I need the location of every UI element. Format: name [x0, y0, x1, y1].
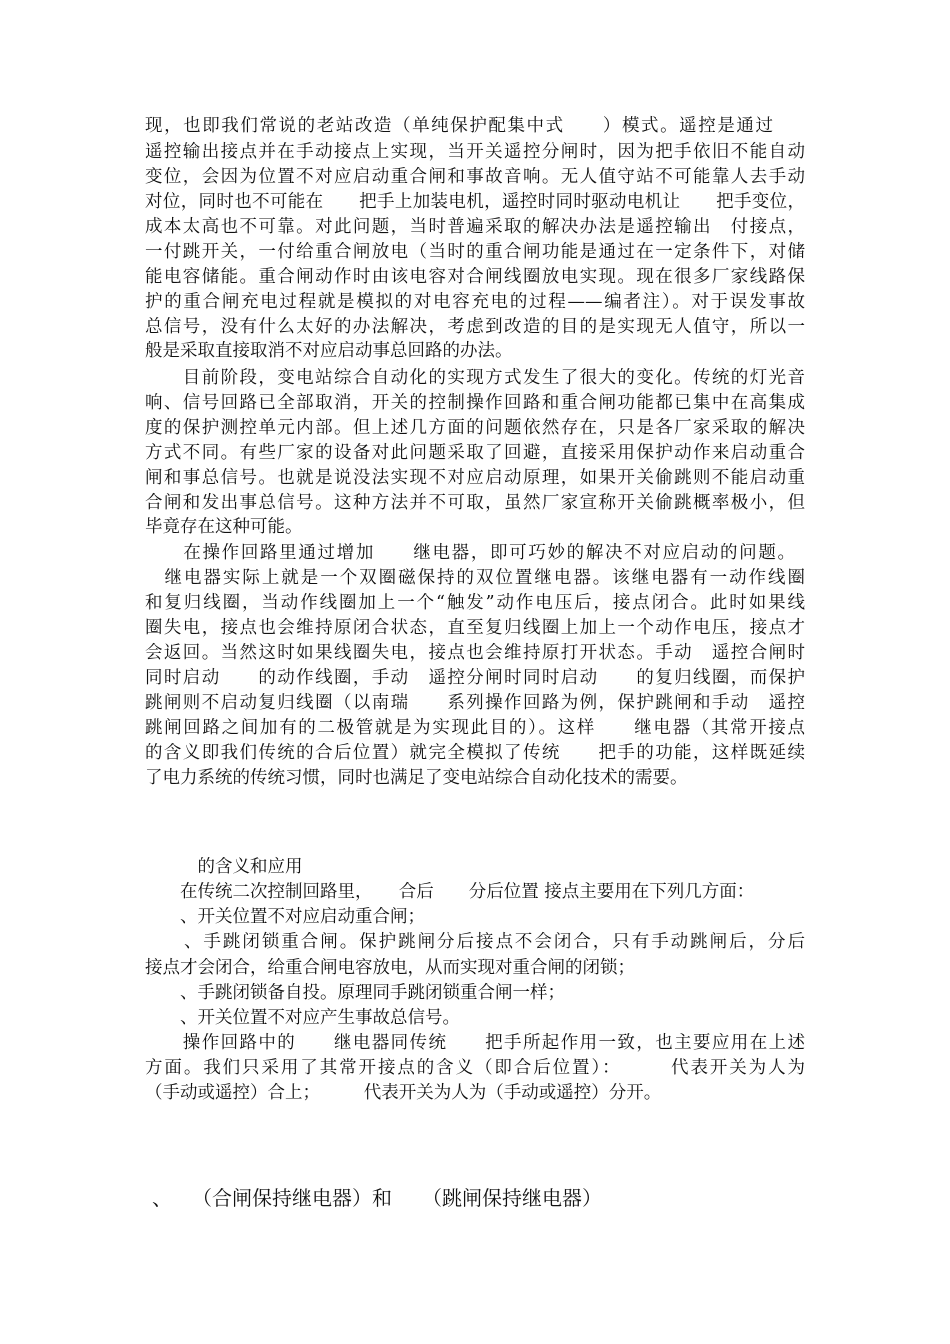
text-line: 度的保护测控单元内部。但上述几方面的问题依然存在，只是各厂家采取的解决 — [145, 418, 805, 438]
text-line: 目前阶段，变电站综合自动化的实现方式发生了很大的变化。传统的灯光音 — [145, 368, 805, 388]
text-line: 总信号，没有什么太好的办法解决，考虑到改造的目的是实现无人值守，所以一 — [145, 317, 805, 337]
list-item: 、开关位置不对应产生事故总信号。 — [145, 1008, 460, 1028]
text-line: 会返回。当然这时如果线圈失电，接点也会维持原打开状态。手动 遥控合闸时 — [145, 643, 805, 663]
text-line: 现，也即我们常说的老站改造（单纯保护配集中式 ）模式。遥控是通过 — [145, 116, 773, 136]
text-line: 跳闸回路之间加有的二极管就是为实现此目的）。这样 继电器（其常开接点 — [145, 718, 805, 738]
text-line: （手动或遥控）合上； 代表开关为人为（手动或遥控）分开。 — [145, 1083, 662, 1103]
text-line: 接点才会闭合，给重合闸电容放电，从而实现对重合闸的闭锁； — [145, 958, 635, 978]
text-line: 跳闸则不启动复归线圈（以南瑞 系列操作回路为例，保护跳闸和手动 遥控 — [145, 693, 805, 713]
text-line: 遥控输出接点并在手动接点上实现，当开关遥控分闸时，因为把手依旧不能自动 — [145, 142, 805, 162]
text-line: 操作回路中的 继电器同传统 把手所起作用一致，也主要应用在上述 — [145, 1033, 805, 1053]
text-line: 继电器实际上就是一个双圈磁保持的双位置继电器。该继电器有一动作线圈 — [145, 568, 805, 588]
text-line: 在操作回路里通过增加 继电器，即可巧妙的解决不对应启动的问题。 — [145, 543, 795, 563]
text-line: 方面。我们只采用了其常开接点的含义（即合后位置）： 代表开关为人为 — [145, 1058, 805, 1078]
text-line: 同时启动 的动作线圈，手动 遥控分闸时同时启动 的复归线圈，而保护 — [145, 668, 805, 688]
list-item: 、开关位置不对应启动重合闸； — [145, 907, 425, 927]
section-heading: 、 （合闸保持继电器）和 （跳闸保持继电器） — [152, 1186, 602, 1210]
text-line: 能电容储能。重合闸动作时由该电容对合闸线圈放电实现。现在很多厂家线路保 — [145, 267, 805, 287]
text-line: 在传统二次控制回路里， 合后 分后位置 接点主要用在下列几方面： — [145, 882, 755, 902]
text-line: 圈失电，接点也会维持原闭合状态，直至复归线圈上加上一个动作电压，接点才 — [145, 618, 805, 638]
text-line: 一付跳开关，一付给重合闸放电（当时的重合闸功能是通过在一定条件下，对储 — [145, 242, 805, 262]
text-line: 毕竟存在这种可能。 — [145, 517, 303, 537]
subheading: 的含义和应用 — [145, 857, 303, 877]
text-line: 合闸和发出事总信号。这种方法并不可取，虽然厂家宣称开关偷跳概率极小，但 — [145, 493, 805, 513]
list-item: 、手跳闭锁重合闸。保护跳闸分后接点不会闭合，只有手动跳闸后，分后 — [145, 932, 805, 952]
text-line: 变位，会因为位置不对应启动重合闸和事故音响。无人值守站不可能靠人去手动 — [145, 167, 805, 187]
text-line: 响、信号回路已全部取消，开关的控制操作回路和重合闸功能都已集中在高集成 — [145, 393, 805, 413]
text-line: 护的重合闸充电过程就是模拟的对电容充电的过程——编者注）。对于误发事故 — [145, 292, 805, 312]
text-line: 的含义即我们传统的合后位置）就完全模拟了传统 把手的功能，这样既延续 — [145, 743, 805, 763]
text-line: 对位，同时也不可能在 把手上加装电机，遥控时同时驱动电机让 把手变位， — [145, 192, 805, 212]
list-item: 、手跳闭锁备自投。原理同手跳闭锁重合闸一样； — [145, 983, 565, 1003]
text-line: 了电力系统的传统习惯，同时也满足了变电站综合自动化技术的需要。 — [145, 768, 688, 788]
text-line: 方式不同。有些厂家的设备对此问题采取了回避，直接采用保护动作来启动重合 — [145, 443, 805, 463]
text-line: 般是采取直接取消不对应启动事总回路的办法。 — [145, 341, 513, 361]
text-line: 和复归线圈，当动作线圈加上一个“触发”动作电压后，接点闭合。此时如果线 — [145, 593, 805, 613]
text-line: 闸和事总信号。也就是说没法实现不对应启动原理，如果开关偷跳则不能启动重 — [145, 468, 805, 488]
text-line: 成本太高也不可靠。对此问题，当时普遍采取的解决办法是遥控输出 付接点， — [145, 217, 805, 237]
